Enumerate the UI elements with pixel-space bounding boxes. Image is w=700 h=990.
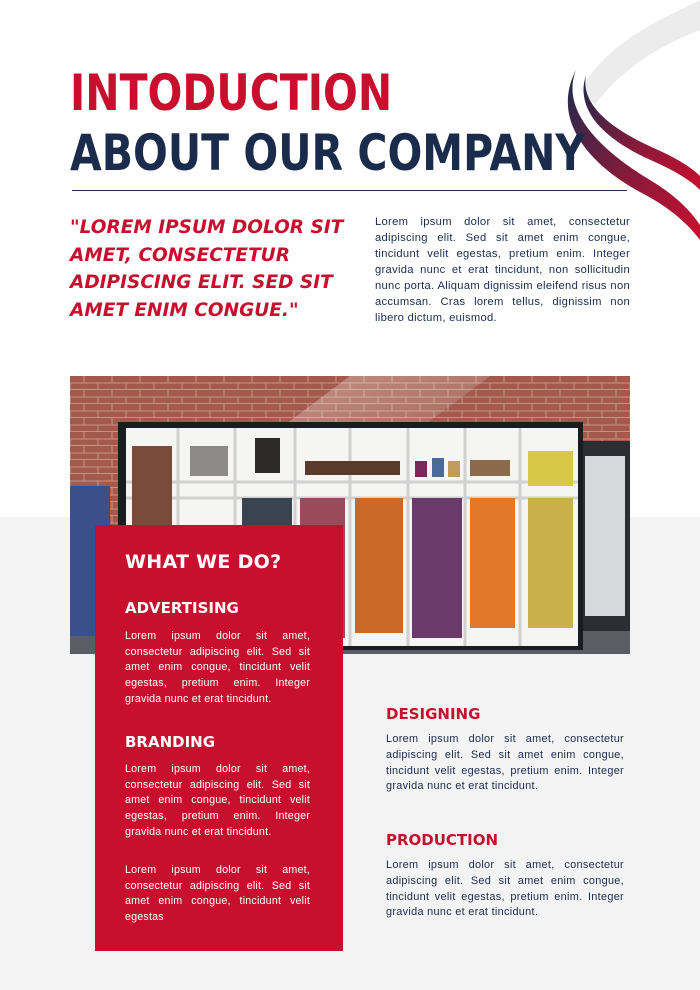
branding-heading: BRANDING (125, 733, 216, 751)
pull-quote: "LOREM IPSUM DOLOR SIT AMET, CONSECTETUR ADIPISCING ELIT. SED SIT AMET ENIM CONGUE." (70, 217, 344, 321)
what-we-do-heading: WHAT WE DO? (125, 551, 282, 573)
production-heading: PRODUCTION (386, 831, 499, 849)
designing-heading: DESIGNING (386, 705, 481, 723)
ribbon-swoosh-decoration (540, 0, 700, 240)
designing-text: Lorem ipsum dolor sit amet, consectetur adipiscing elit. Sed sit amet enim congue, tincidunt velit egestas, pretium enim. Integer gravida nunc et erat tincidunt. (386, 733, 624, 793)
title-divider (72, 190, 627, 191)
advertising-heading: ADVERTISING (125, 599, 239, 617)
advertising-text: Lorem ipsum dolor sit amet, consectetur adipiscing elit. Sed sit amet enim congue, tincidunt velit egestas, pretium enim. Integer gravida nunc et erat tincidunt. (125, 630, 310, 705)
intro-paragraph: Lorem ipsum dolor sit amet, consectetur adipiscing elit. Sed sit amet enim congue, tincidunt velit egestas, pretium enim. Integer gravida nunc et erat tincidunt, non sollicitudin nunc porta. Aliquam dignissim eleifend risus non accumsan. Cras lorem tellus, dignissim non libero dictum, euismod. (375, 216, 630, 324)
page-title-line2: ABOUT OUR COMPANY (70, 124, 586, 182)
what-we-do-panel (95, 525, 343, 951)
branding-text-2: Lorem ipsum dolor sit amet, consectetur adipiscing elit. Sed sit amet enim congue, tincidunt velit egestas (125, 864, 310, 924)
production-text: Lorem ipsum dolor sit amet, consectetur adipiscing elit. Sed sit amet enim congue, tincidunt velit egestas, pretium enim. Integer gravida nunc et erat tincidunt. (386, 859, 624, 919)
branding-text: Lorem ipsum dolor sit amet, consectetur adipiscing elit. Sed sit amet enim congue, tincidunt velit egestas, pretium enim. Integer gravida nunc et erat tincidunt. (125, 763, 310, 838)
page-title-line1: INTODUCTION (70, 64, 393, 122)
